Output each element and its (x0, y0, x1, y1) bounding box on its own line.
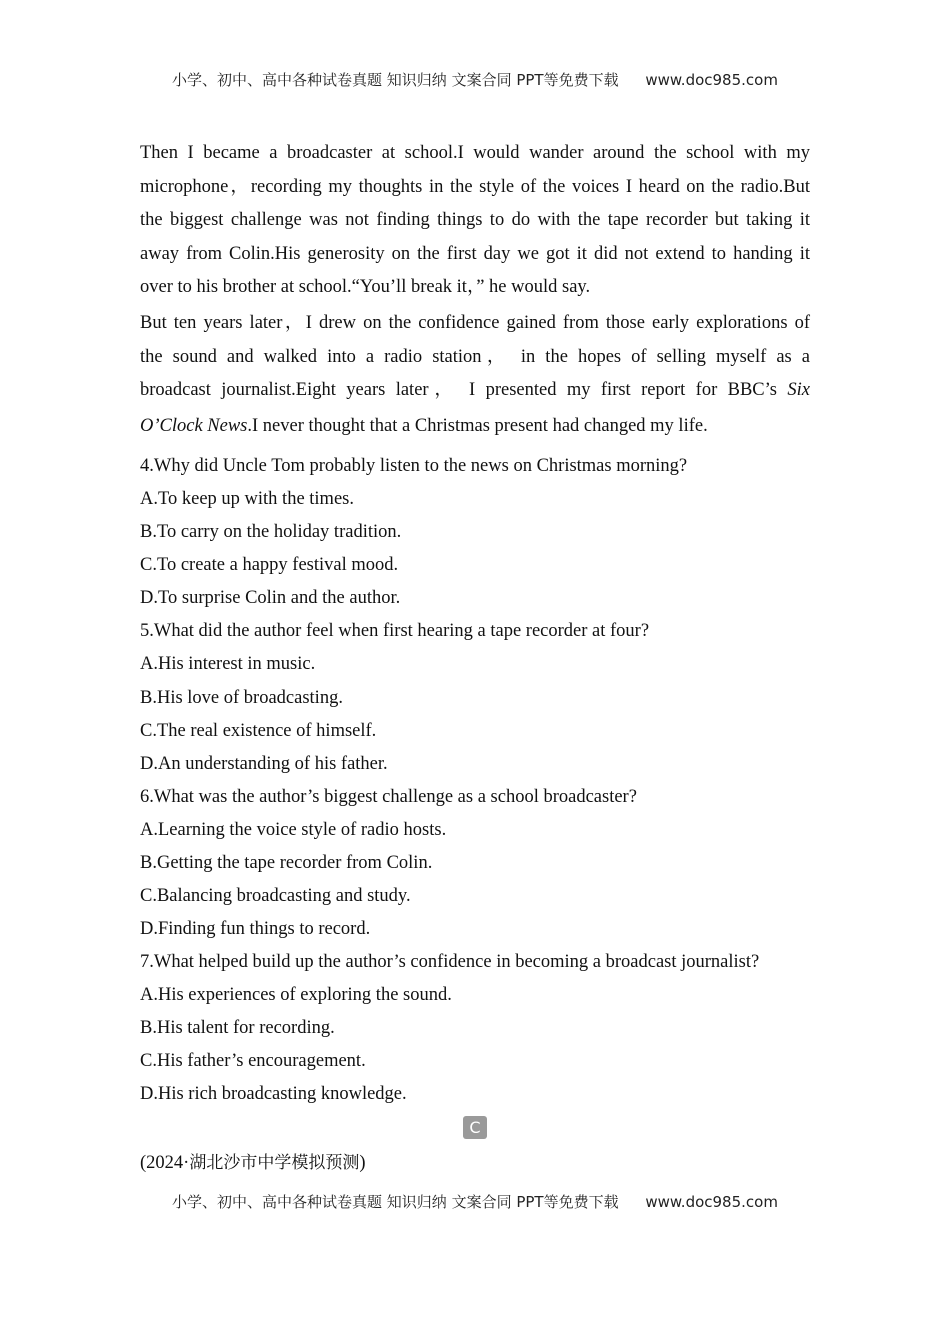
text-line: microphone，recording my thoughts in the style of the voices I heard on the radio.But (140, 176, 810, 197)
text-line: Then I became a broadcaster at school.I would wander around the school with my (140, 143, 810, 163)
header-text: 小学、初中、高中各种试卷真题 知识归纳 文案合同 PPT等免费下载 (172, 71, 619, 89)
text-span: .I never thought that a Christmas present had changed my life. (247, 415, 708, 436)
question-4-option-b: B.To carry on the holiday tradition. (140, 522, 402, 542)
header-url: www.doc985.com (645, 71, 778, 89)
source-citation (140, 1148, 366, 1174)
question-7-option-c: C.His father’s encouragement. (140, 1051, 366, 1071)
question-6-stem: 6.What was the author’s biggest challenge as a school broadcaster? (140, 787, 637, 807)
passage-paragraph-1 (140, 137, 810, 305)
text-line (140, 408, 810, 445)
page-footer (0, 1191, 950, 1212)
question-6-option-c: C.Balancing broadcasting and study. (140, 886, 411, 906)
italic-title: Six (787, 380, 811, 400)
question-7-option-a: A.His experiences of exploring the sound. (140, 985, 452, 1005)
question-5-stem: 5.What did the author feel when first hearing a tape recorder at four? (140, 621, 650, 641)
question-6-option-a: A.Learning the voice style of radio hosts. (140, 820, 447, 840)
section-c-badge: C (463, 1116, 487, 1139)
question-4-stem: 4.Why did Uncle Tom probably listen to the news on Christmas morning? (140, 456, 688, 476)
question-6-option-d: D.Finding fun things to record. (140, 919, 371, 939)
question-4-option-d: D.To surprise Colin and the author. (140, 588, 401, 608)
text-line: But ten years later，I drew on the confidence gained from those early explorations of (140, 313, 810, 333)
passage-paragraph-2 (140, 307, 810, 445)
footer-text: 小学、初中、高中各种试卷真题 知识归纳 文案合同 PPT等免费下载 (172, 1193, 619, 1211)
text-line: away from Colin.His generosity on the first day we got it did not extend to handing it (140, 243, 810, 264)
question-5-option-d: D.An understanding of his father. (140, 754, 388, 774)
source-place: 湖北沙市中学模拟预测 (189, 1153, 360, 1173)
text-line (140, 374, 810, 408)
italic-title: O’Clock News (140, 415, 248, 436)
footer-url: www.doc985.com (645, 1193, 778, 1211)
source-open: (2024· (140, 1153, 190, 1173)
question-4-option-c: C.To create a happy festival mood. (140, 555, 399, 575)
source-close: ) (359, 1153, 366, 1173)
question-5-option-b: B.His love of broadcasting. (140, 688, 343, 708)
text-line: the sound and walked into a radio station， in the hopes of selling myself as a (140, 346, 810, 367)
question-7-stem: 7.What helped build up the author’s confidence in becoming a broadcast journalist? (140, 952, 760, 972)
question-6-option-b: B.Getting the tape recorder from Colin. (140, 853, 433, 873)
page-header (0, 69, 950, 90)
question-5-option-c: C.The real existence of himself. (140, 721, 377, 741)
question-5-option-a: A.His interest in music. (140, 654, 316, 674)
text-span: broadcast journalist.Eight years later， I presented my first report for BBC’s (140, 380, 777, 400)
question-4-option-a: A.To keep up with the times. (140, 489, 354, 509)
question-7-option-d: D.His rich broadcasting knowledge. (140, 1084, 407, 1104)
question-7-option-b: B.His talent for recording. (140, 1018, 335, 1038)
text-line: the biggest challenge was not finding things to do with the tape recorder but taking it (140, 210, 810, 230)
text-line: over to his brother at school.“You’ll break it，” he would say. (140, 277, 591, 297)
